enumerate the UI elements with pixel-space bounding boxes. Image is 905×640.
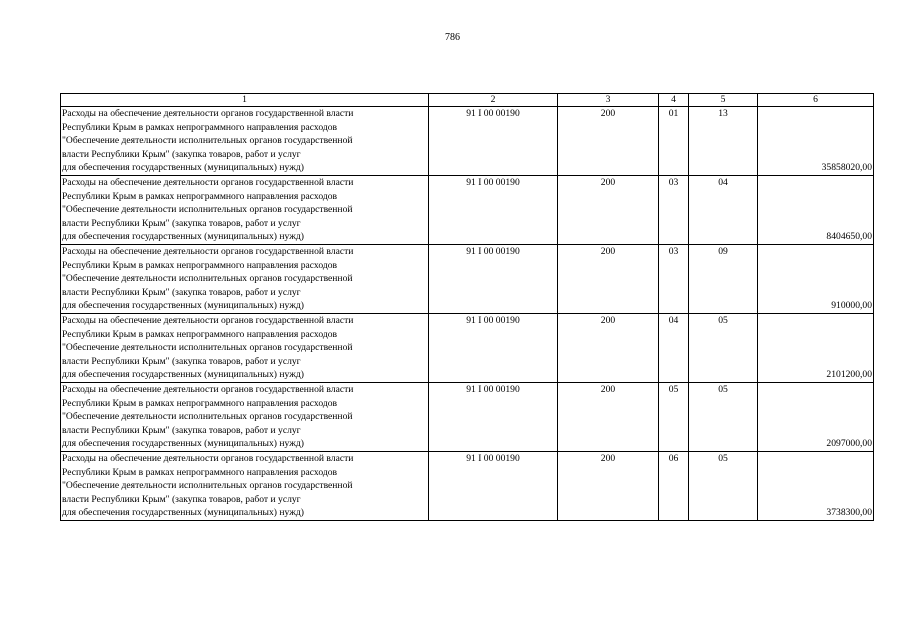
target-article-cell: 91 I 00 00190 bbox=[429, 107, 558, 176]
expense-name-line: власти Республики Крым" (закупка товаров, работ и услуг bbox=[62, 493, 301, 505]
table-row bbox=[61, 383, 874, 452]
amount-cell bbox=[758, 383, 874, 452]
table-row bbox=[61, 314, 874, 383]
expense-name-line: Расходы на обеспечение деятельности органов государственной власти bbox=[62, 315, 354, 326]
table-body bbox=[61, 107, 874, 521]
section-cell: 01 bbox=[659, 107, 689, 176]
expense-name-line: "Обеспечение деятельности исполнительных органов государственной bbox=[62, 135, 353, 147]
expense-name-line: "Обеспечение деятельности исполнительных органов государственной bbox=[62, 342, 353, 354]
expense-name-line: власти Республики Крым" (закупка товаров, работ и услуг bbox=[62, 424, 301, 436]
expense-type-cell: 200 bbox=[558, 314, 659, 383]
section-cell: 03 bbox=[659, 245, 689, 314]
expense-name-line: для обеспечения государственных (муниципальных) нужд) bbox=[62, 369, 304, 381]
section-cell: 03 bbox=[659, 176, 689, 245]
amount-value: 2101200,00 bbox=[826, 369, 872, 381]
amount-value: 3738300,00 bbox=[826, 507, 872, 519]
expense-name-line: для обеспечения государственных (муниципальных) нужд) bbox=[62, 300, 304, 312]
column-header-1: 1 bbox=[61, 94, 429, 107]
expense-name-line: Расходы на обеспечение деятельности органов государственной власти bbox=[62, 108, 354, 119]
column-header-5: 5 bbox=[689, 94, 758, 107]
expense-name-line: для обеспечения государственных (муниципальных) нужд) bbox=[62, 162, 304, 174]
expense-name-line: власти Республики Крым" (закупка товаров, работ и услуг bbox=[62, 148, 301, 160]
header-row bbox=[61, 94, 874, 107]
expense-name-cell bbox=[61, 176, 429, 245]
table-row bbox=[61, 452, 874, 521]
target-article-cell: 91 I 00 00190 bbox=[429, 314, 558, 383]
target-article-cell: 91 I 00 00190 bbox=[429, 452, 558, 521]
expense-name-line: для обеспечения государственных (муниципальных) нужд) bbox=[62, 438, 304, 450]
expense-name-line: власти Республики Крым" (закупка товаров, работ и услуг bbox=[62, 286, 301, 298]
expense-type-cell: 200 bbox=[558, 107, 659, 176]
section-cell: 05 bbox=[659, 383, 689, 452]
expense-name-line: Республики Крым в рамках непрограммного направления расходов bbox=[62, 259, 338, 271]
amount-value: 35858020,00 bbox=[821, 162, 872, 174]
amount-cell bbox=[758, 176, 874, 245]
column-header-4: 4 bbox=[659, 94, 689, 107]
expense-name-line: "Обеспечение деятельности исполнительных органов государственной bbox=[62, 273, 353, 285]
expense-name-line: "Обеспечение деятельности исполнительных органов государственной bbox=[62, 411, 353, 423]
expense-name-cell bbox=[61, 107, 429, 176]
amount-value: 8404650,00 bbox=[826, 231, 872, 243]
expense-name-line: для обеспечения государственных (муниципальных) нужд) bbox=[62, 507, 304, 519]
subsection-cell: 13 bbox=[689, 107, 758, 176]
column-header-6: 6 bbox=[758, 94, 874, 107]
target-article-cell: 91 I 00 00190 bbox=[429, 176, 558, 245]
expense-name-cell bbox=[61, 383, 429, 452]
subsection-cell: 04 bbox=[689, 176, 758, 245]
expense-name-line: власти Республики Крым" (закупка товаров, работ и услуг bbox=[62, 217, 301, 229]
table-row bbox=[61, 245, 874, 314]
expense-name-line: Республики Крым в рамках непрограммного направления расходов bbox=[62, 190, 338, 202]
expense-name-line: Расходы на обеспечение деятельности органов государственной власти bbox=[62, 453, 354, 464]
expense-name-cell bbox=[61, 314, 429, 383]
section-cell: 06 bbox=[659, 452, 689, 521]
expense-name-line: власти Республики Крым" (закупка товаров, работ и услуг bbox=[62, 355, 301, 367]
expense-name-line: Республики Крым в рамках непрограммного направления расходов bbox=[62, 328, 338, 340]
expense-name-line: Расходы на обеспечение деятельности органов государственной власти bbox=[62, 246, 354, 257]
subsection-cell: 05 bbox=[689, 452, 758, 521]
expense-type-cell: 200 bbox=[558, 176, 659, 245]
expense-name-line: "Обеспечение деятельности исполнительных органов государственной bbox=[62, 204, 353, 216]
expense-type-cell: 200 bbox=[558, 452, 659, 521]
subsection-cell: 09 bbox=[689, 245, 758, 314]
amount-cell bbox=[758, 452, 874, 521]
table-row bbox=[61, 176, 874, 245]
amount-value: 2097000,00 bbox=[826, 438, 872, 450]
table-row bbox=[61, 107, 874, 176]
budget-table bbox=[60, 93, 874, 521]
expense-name-line: "Обеспечение деятельности исполнительных органов государственной bbox=[62, 480, 353, 492]
subsection-cell: 05 bbox=[689, 383, 758, 452]
expense-name-line: для обеспечения государственных (муниципальных) нужд) bbox=[62, 231, 304, 243]
amount-cell bbox=[758, 314, 874, 383]
expense-name-cell bbox=[61, 245, 429, 314]
amount-cell bbox=[758, 107, 874, 176]
column-header-3: 3 bbox=[558, 94, 659, 107]
section-cell: 04 bbox=[659, 314, 689, 383]
subsection-cell: 05 bbox=[689, 314, 758, 383]
table-header bbox=[61, 94, 874, 107]
expense-name-line: Республики Крым в рамках непрограммного направления расходов bbox=[62, 466, 338, 478]
page-number: 786 bbox=[445, 32, 460, 43]
expense-name-line: Республики Крым в рамках непрограммного направления расходов bbox=[62, 397, 338, 409]
expense-name-line: Расходы на обеспечение деятельности органов государственной власти bbox=[62, 384, 354, 395]
column-header-2: 2 bbox=[429, 94, 558, 107]
expense-name-line: Республики Крым в рамках непрограммного направления расходов bbox=[62, 121, 338, 133]
expense-type-cell: 200 bbox=[558, 245, 659, 314]
amount-value: 910000,00 bbox=[831, 300, 872, 312]
amount-cell bbox=[758, 245, 874, 314]
target-article-cell: 91 I 00 00190 bbox=[429, 383, 558, 452]
expense-name-cell bbox=[61, 452, 429, 521]
expense-type-cell: 200 bbox=[558, 383, 659, 452]
expense-name-line: Расходы на обеспечение деятельности органов государственной власти bbox=[62, 177, 354, 188]
target-article-cell: 91 I 00 00190 bbox=[429, 245, 558, 314]
